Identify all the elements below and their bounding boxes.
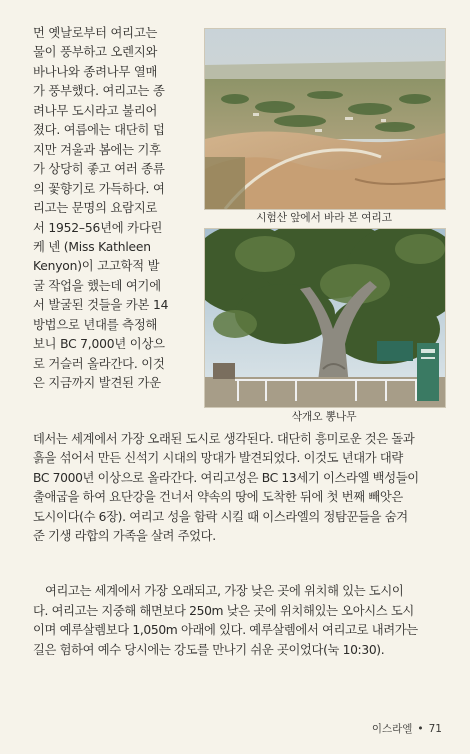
full-width-text [33,430,445,546]
text-line: 서 발굴된 것들을 카본 14 [33,298,169,313]
text-line: 출애굽을 하여 요단강을 건너서 약속의 땅에 도착한 뒤에 첫 번째 빼앗은 [33,490,403,505]
text-line: 먼 옛날로부터 여리고는 [33,26,158,40]
page-number: 71 [428,723,442,735]
text-line: 가 풍부했다. 여리고는 종 [33,84,165,99]
text-line: 이며 예루살렘보다 1,050m 아래에 있다. 예루살렘에서 여리고로 내려가는 [33,623,418,638]
text-line: 로 거슬러 올라간다. 이것 [33,356,165,371]
text-line: 도시이다(수 6장). 여리고 성을 함락 시킬 때 이스라엘의 정탐꾼들을 숨겨 [33,509,408,524]
text-line: 방법으로 년대를 측정해 [33,317,158,332]
text-line: 려나무 도시라고 불리어 [33,103,158,118]
jericho-aerial-photo [204,28,446,210]
text-line: 지만 겨울과 봄에는 기후 [33,142,161,157]
text-line: 가 상당히 좋고 여러 종류 [33,162,165,177]
footer-separator: • [417,723,424,735]
text-line: 보니 BC 7,000년 이상으 [33,337,165,352]
text-line: BC 7000년 이상으로 올라간다. 여리고성은 BC 13세기 이스라엘 백성들이 [33,470,419,485]
text-line: 바나나와 종려나무 열매 [33,64,158,79]
text-line: 리고는 문명의 요람지로 [33,201,158,216]
section-name: 이스라엘 [371,723,413,735]
text-line: 준 기생 라합의 가족을 살려 주었다. [33,529,216,544]
text-line: 졌다. 여름에는 대단히 덥 [33,123,165,138]
photo-caption: 삭개오 뽕나무 [291,410,357,423]
text-line: 케 넨 (Miss Kathleen [33,239,151,254]
text-line: 의 꽃향기로 가득하다. 여 [33,181,165,196]
text-line: 길은 험하여 예수 당시에는 강도를 만나기 쉬운 곳이었다(눅 10:30). [33,642,385,657]
page-footer [372,721,442,736]
tree-image [205,229,445,407]
text-line: 데서는 세계에서 가장 오래된 도시로 생각된다. 대단히 흥미로운 것은 돌과 [33,432,415,446]
text-line: 여리고는 세계에서 가장 오래되고, 가장 낮은 곳에 위치해 있는 도시이 [45,584,404,598]
text-line: 다. 여리고는 지중해 해면보다 250m 낮은 곳에 위치해있는 오아시스 도시 [33,603,414,618]
left-text-column [33,24,195,394]
text-line: 서 1952–56년에 카다린 [33,220,163,235]
second-paragraph [33,582,445,660]
text-line: Kenyon)이 고고학적 발 [33,259,160,274]
text-line: 물이 풍부하고 오렌지와 [33,45,158,60]
photo-caption: 시험산 앞에서 바라 본 여리고 [256,211,392,224]
text-line: 은 지금까지 발견된 가운 [33,376,161,391]
text-line: 흙을 섞어서 만든 신석기 시대의 망대가 발견되었다. 이것도 년대가 대략 [33,451,403,466]
sycamore-tree-photo [204,228,446,408]
text-line: 굴 작업을 했는데 여기에 [33,278,161,293]
landscape-image [205,29,445,209]
